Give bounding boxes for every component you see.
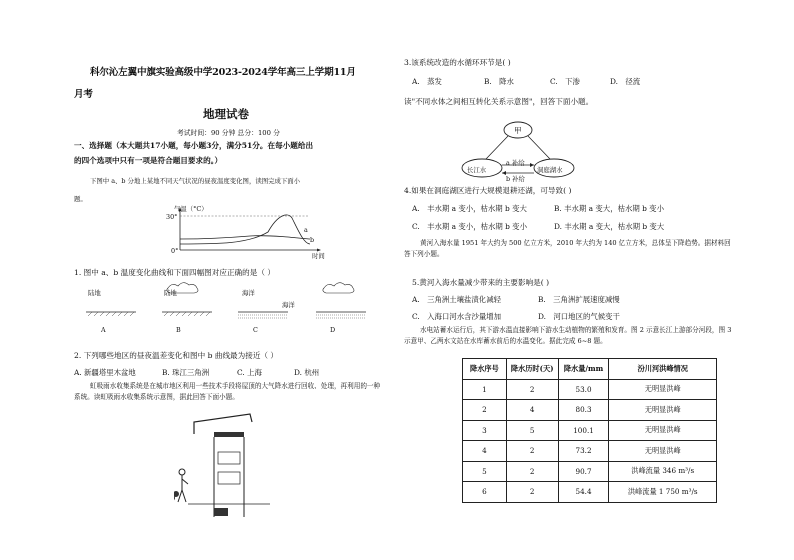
table-cell: 无明显洪峰 (609, 379, 717, 400)
node-right: 洞庭湖水 (537, 166, 563, 174)
rainwater-system-diagram (174, 412, 282, 522)
table-header: 汾川河洪峰情况 (609, 359, 717, 380)
table-cell: 2 (463, 400, 507, 421)
passage-2: 虹吸雨水收集系统是在城市地区利用一些技术手段将屋顶的大气降水进行回收、处理，再利用的一种系统。读虹吸雨水收集系统示意图，据此回答下面小题。 (74, 382, 381, 401)
panel-d-label: D (330, 326, 336, 334)
question-1: 1. 图中 a、b 温度变化曲线和下面四幅图对应正确的是（ ） (74, 268, 275, 277)
q4-option-d: D. 丰水期 a 变大，枯水期 b 变大 (554, 222, 665, 231)
table-cell: 5 (463, 461, 507, 482)
table-cell: 90.7 (558, 461, 609, 482)
passage-4: 黄河入海水量 1951 年大约为 500 亿立方米，2010 年大约为 140 亿立方米，总体呈下降趋势。据材料回答下列小题。 (404, 239, 731, 258)
table-row (463, 400, 717, 421)
chart-label-b: b (310, 236, 315, 244)
table-header-row (463, 359, 717, 380)
page-title: 科尔沁左翼中旗实验高级中学2023-2024学年高三上学期11月 (90, 67, 356, 78)
q2-option-c: C. 上海 (237, 368, 262, 377)
exam-info: 考试时间：90 分钟 总分：100 分 (177, 129, 280, 137)
panel-a-label: A (101, 326, 106, 334)
table-cell: 4 (463, 441, 507, 462)
link-top-right (528, 136, 550, 159)
q3-option-b: B. 降水 (484, 77, 514, 86)
node-left: 长江水 (467, 166, 487, 174)
table-row (463, 461, 717, 482)
table-cell: 洪峰流量 1 750 m³/s (609, 482, 717, 503)
table-cell: 2 (506, 482, 558, 503)
q4-option-b: B. 丰水期 a 变大，枯水期 b 变小 (554, 204, 664, 213)
question-2: 2. 下列哪些地区的昼夜温差变化和图中 b 曲线最为接近（ ） (74, 351, 279, 360)
panel-a-ground-label: 陆地 (88, 289, 101, 297)
passage-3: 读"不同水体之间相互转化关系示意图"，回答下面小题。 (404, 97, 594, 106)
question-4: 4.如果在洞庭湖区进行大规模退耕还湖，可导致( ) (404, 186, 572, 195)
chart-ylabel: 气温（°C） (174, 205, 208, 213)
flood-table (462, 358, 717, 503)
table-cell: 6 (463, 482, 507, 503)
panel-c-label: C (253, 326, 258, 334)
table-cell: 80.3 (558, 400, 609, 421)
chart-tick-0: 0° (171, 247, 179, 255)
table-row (463, 482, 717, 503)
passage-1: 下图中 a、b 分地上某地不同天气状况的昼夜温度变化图，读图完成下面小 (90, 177, 301, 185)
roof-drain (214, 432, 244, 437)
table-cell: 53.0 (558, 379, 609, 400)
arrow-a-label: a 补给 (506, 159, 525, 167)
table-cell: 无明显洪峰 (609, 400, 717, 421)
q5-option-a: A. 三角洲土壤盐渍化减轻 (412, 295, 501, 304)
plant-icon (174, 490, 179, 502)
section-heading: 一、选择题（本大题共17小题，每小题3分，满分51分。在每小题给出 (74, 141, 314, 150)
table-cell: 无明显洪峰 (609, 441, 717, 462)
q2-option-b: B. 珠江三角洲 (162, 368, 210, 377)
subject-title: 地理试卷 (203, 107, 249, 121)
section-heading-cont: 的四个选项中只有一项是符合题目要求的。） (74, 156, 223, 165)
arrow-b-label: b 补给 (506, 175, 525, 183)
panel-d-ground-label: 海洋 (282, 301, 295, 309)
table-cell: 5 (506, 420, 558, 441)
chart-tick-30: 30° (166, 213, 178, 221)
table-header: 降水量/mm (558, 359, 609, 380)
table-cell: 3 (463, 420, 507, 441)
storage-tank (218, 452, 240, 464)
q1-panels (84, 278, 384, 326)
panel-c-ground-label: 海洋 (242, 289, 255, 297)
table-cell: 4 (506, 400, 558, 421)
node-top: 甲 (514, 126, 522, 135)
curve-a (180, 215, 310, 244)
q3-option-c: C. 下渗 (550, 77, 580, 86)
q3-option-a: A. 蒸发 (412, 77, 442, 86)
page-title-cont: 月考 (74, 89, 93, 100)
panel-a (86, 312, 136, 316)
question-5: 5.黄河入海水量减少带来的主要影响是( ) (412, 278, 550, 287)
arrow-a-head (530, 163, 534, 167)
q4-option-a: A. 丰水期 a 变小，枯水期 b 变大 (412, 204, 527, 213)
panel-d (316, 283, 366, 318)
panel-c (238, 312, 288, 318)
table-cell: 100.1 (558, 420, 609, 441)
q2-option-a: A. 新疆塔里木盆地 (74, 368, 136, 377)
underground-tank (214, 508, 228, 516)
table-cell: 2 (506, 461, 558, 482)
table-cell: 无明显洪峰 (609, 420, 717, 441)
person-icon (178, 469, 188, 502)
table-cell: 洪峰流量 346 m³/s (609, 461, 717, 482)
table-row (463, 379, 717, 400)
table-cell: 54.4 (558, 482, 609, 503)
table-cell: 73.2 (558, 441, 609, 462)
roof-outline (194, 414, 252, 434)
table-cell: 2 (506, 379, 558, 400)
question-3: 3.该系统改造的水循环环节是( ) (404, 58, 511, 67)
table-header: 降水序号 (463, 359, 507, 380)
q4-option-c: C. 丰水期 a 变小，枯水期 b 变小 (412, 222, 527, 231)
table-header: 降水历时(天) (506, 359, 558, 380)
q5-option-b: B. 三角洲扩展速度减慢 (538, 295, 620, 304)
curve-b (180, 236, 310, 239)
passage-1-cont: 题。 (74, 195, 87, 203)
q5-option-d: D. 河口地区的气候变干 (538, 312, 620, 321)
chart-label-a: a (304, 226, 308, 234)
link-top-left (486, 136, 508, 159)
table-row (463, 441, 717, 462)
panel-b-label: B (176, 326, 181, 334)
q3-option-d: D. 径流 (610, 77, 641, 86)
q5-option-c: C. 入海口河水含沙量增加 (412, 312, 502, 321)
chart-xlabel: 时间 (312, 252, 325, 260)
q2-option-d: D. 杭州 (294, 368, 320, 377)
table-cell: 2 (506, 441, 558, 462)
table-row (463, 420, 717, 441)
filter-unit (218, 472, 240, 484)
panel-b-ground-label: 陆地 (164, 289, 177, 297)
table-cell: 1 (463, 379, 507, 400)
passage-5: 水电站蓄水运行后，其下游水温直接影响下游水生动植物的繁殖和发育。图 2 示意长江上游部分河段，图 3 示意甲、乙两水文站在水库蓄水前后的水温变化。据此完成 6~8 题。 (404, 326, 732, 345)
